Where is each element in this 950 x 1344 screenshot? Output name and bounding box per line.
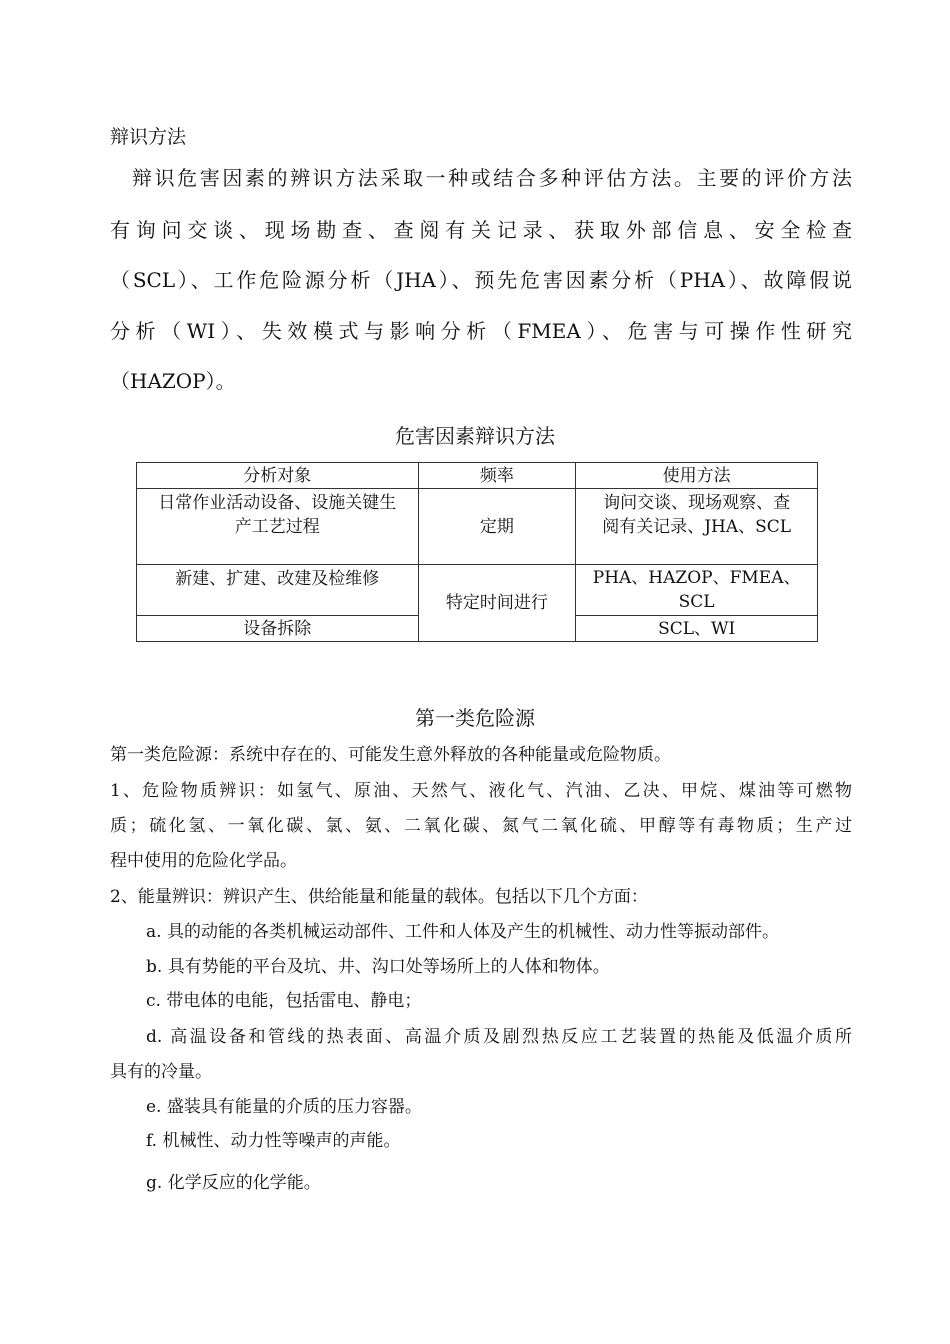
cell-method xyxy=(576,565,818,616)
cell-line: 日常作业活动设备、设施关键生 xyxy=(158,493,397,513)
body-line: f. 机械性、动力性等噪声的声能。 xyxy=(146,1131,401,1151)
body-line: 第一类危险源：系统中存在的、可能发生意外释放的各种能量或危险物质。 xyxy=(110,745,671,765)
intro-paragraph xyxy=(110,162,852,402)
table-row xyxy=(137,489,818,565)
table-row xyxy=(137,565,818,616)
intro-line: （HAZOP）。 xyxy=(110,369,236,393)
cell-line: PHA、HAZOP、FMEA、 xyxy=(592,568,801,588)
cell-object xyxy=(137,489,419,565)
cell-frequency: 特定时间进行 xyxy=(418,565,576,642)
table-title: 危害因素辩识方法 xyxy=(395,424,555,448)
body-line: g. 化学反应的化学能。 xyxy=(146,1173,321,1193)
intro-line: 辩识危害因素的辨识方法采取一种或结合多种评估方法。主要的评价方法 xyxy=(132,166,852,190)
intro-line: 有询问交谈、现场勘查、查阅有关记录、获取外部信息、安全检查 xyxy=(110,218,852,242)
body-line: 2、能量辨识：辨识产生、供给能量和能量的载体。包括以下几个方面： xyxy=(110,887,648,907)
cell-object: 新建、扩建、改建及检维修 xyxy=(137,565,419,616)
body-line: 质；硫化氢、一氧化碳、氯、氨、二氧化碳、氮气二氧化硫、甲醇等有毒物质；生产过 xyxy=(110,816,852,836)
cell-frequency: 定期 xyxy=(418,489,576,565)
cell-object: 设备拆除 xyxy=(137,616,419,642)
body-line: 程中使用的危险化学品。 xyxy=(110,851,297,871)
body-line: 具有的冷量。 xyxy=(110,1062,212,1082)
header-frequency: 频率 xyxy=(418,463,576,489)
body-line: c. 带电体的电能，包括雷电、静电； xyxy=(146,991,422,1011)
cell-line: 阅有关记录、JHA、SCL xyxy=(602,517,792,537)
header-method: 使用方法 xyxy=(576,463,818,489)
section-heading-method: 辩识方法 xyxy=(110,126,187,148)
body-line: a. 具的动能的各类机械运动部件、工件和人体及产生的机械性、动力性等振动部件。 xyxy=(146,922,779,942)
intro-line: 分析（WI）、失效模式与影响分析（FMEA）、危害与可操作性研究 xyxy=(110,319,852,343)
intro-line: （SCL）、工作危险源分析（JHA）、预先危害因素分析（PHA）、故障假说 xyxy=(110,268,852,292)
section-title: 第一类危险源 xyxy=(415,706,535,730)
body-line: d. 高温设备和管线的热表面、高温介质及剧烈热反应工艺装置的热能及低温介质所 xyxy=(146,1027,852,1047)
body-text xyxy=(110,744,852,1204)
body-line: 1、危险物质辨识：如氢气、原油、天然气、液化气、汽油、乙决、甲烷、煤油等可燃物 xyxy=(110,781,852,801)
cell-line: SCL xyxy=(678,592,715,612)
header-object: 分析对象 xyxy=(137,463,419,489)
cell-line: 询问交谈、现场观察、查 xyxy=(603,493,791,513)
body-line: b. 具有势能的平台及坑、井、沟口处等场所上的人体和物体。 xyxy=(146,957,610,977)
cell-method xyxy=(576,489,818,565)
table-header-row xyxy=(137,463,818,489)
body-line: e. 盛装具有能量的介质的压力容器。 xyxy=(146,1097,422,1117)
cell-method: SCL、WI xyxy=(576,616,818,642)
cell-line: 产工艺过程 xyxy=(234,517,320,537)
hazard-methods-table xyxy=(136,462,818,642)
